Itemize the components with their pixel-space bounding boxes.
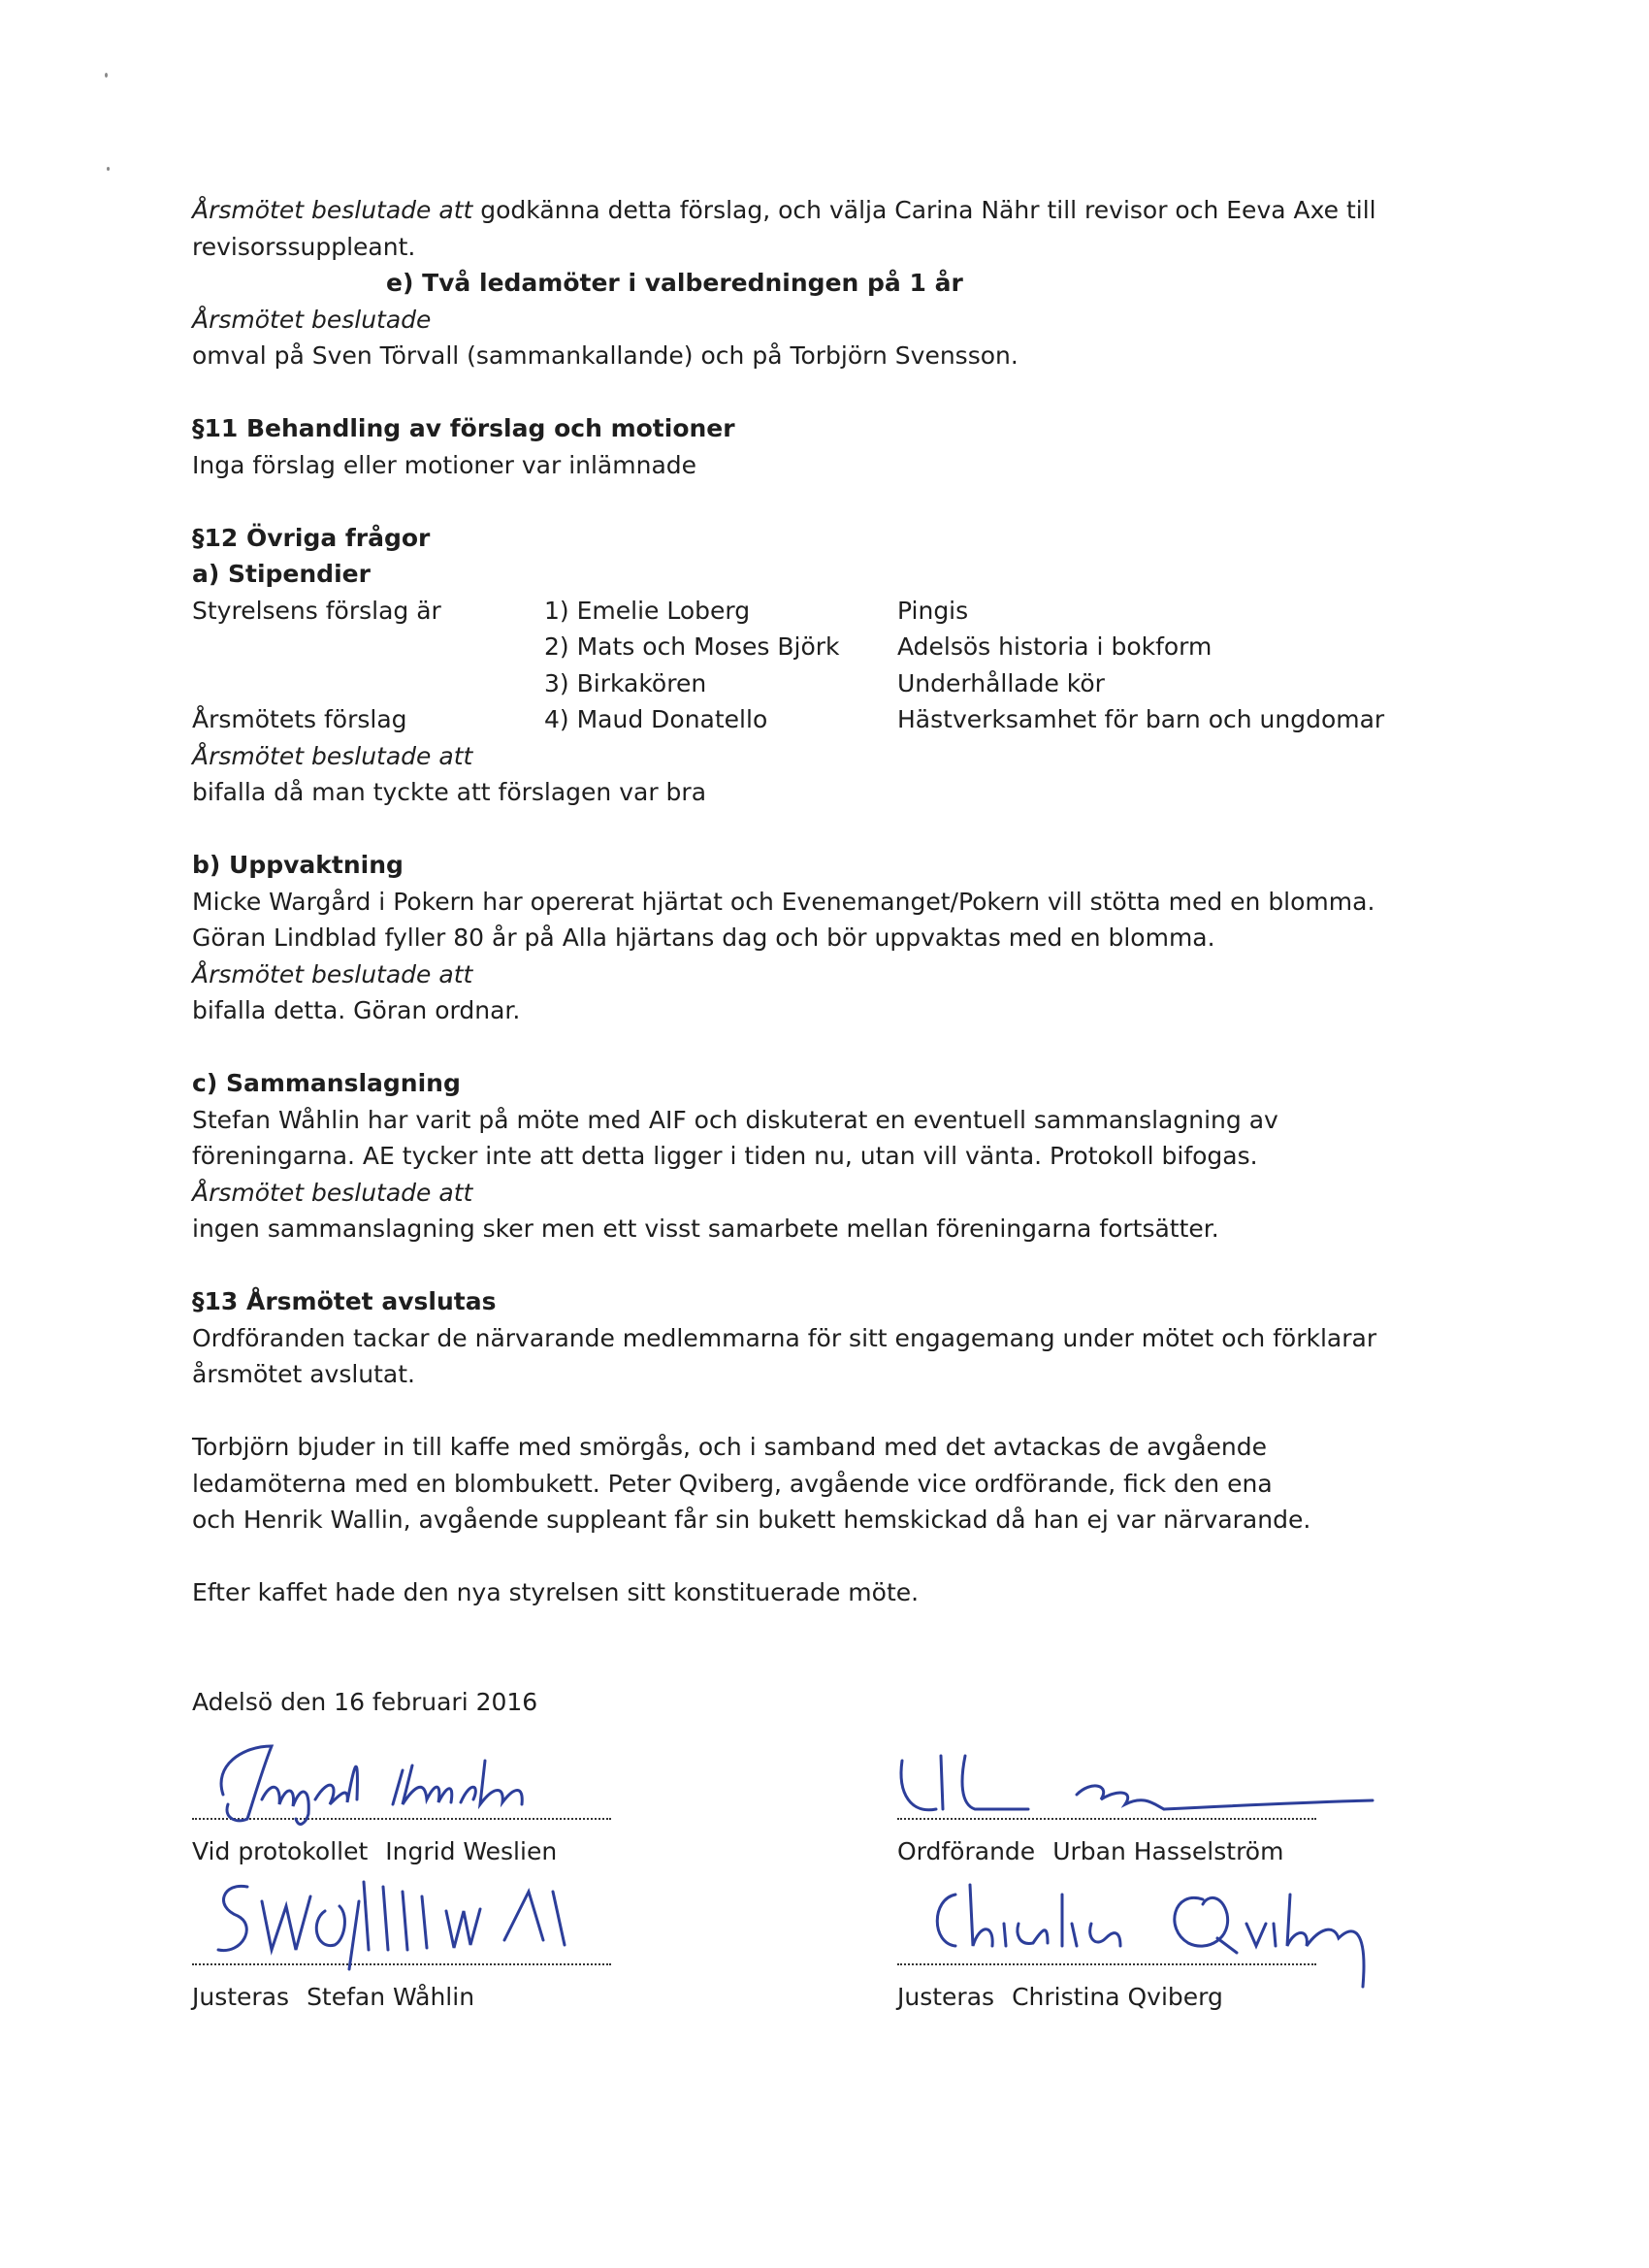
merger-line: Stefan Wåhlin har varit på möte med AIF och diskuterat en eventuell sammanslagning av [192,1105,1278,1134]
signature-name: Stefan Wåhlin [307,1983,475,2011]
protocol-page [192,192,1453,1720]
stipend-row [192,701,1453,738]
item-e-text: omval på Sven Törvall (sammankallande) och på Torbjörn Svensson. [192,341,1018,370]
place-and-date: Adelsö den 16 februari 2016 [192,1687,538,1716]
stipend-recipient: 3) Birkakören [544,668,707,697]
handwritten-signature-christina [926,1870,1411,2006]
tribute-line: Micke Wargård i Pokern har opererat hjärtat och Evenemanget/Pokern vill stötta med en blomma. [192,887,1375,916]
scan-speck [105,73,108,78]
stipend-recipient: 1) Emelie Loberg [544,596,751,625]
merger-text: ingen sammanslagning sker men ett visst samarbete mellan föreningarna fortsätter. [192,1215,1219,1243]
item-e-resolved: Årsmötet beslutade [192,305,432,334]
section-13-line: Ordföranden tackar de närvarande medlemmarna för sitt engagemang under mötet och förklarar [192,1323,1377,1352]
section-12-heading: §12 Övriga frågor [192,523,431,552]
signature-name: Ingrid Weslien [385,1837,558,1865]
section-11-heading: §11 Behandling av förslag och motioner [192,414,735,442]
closing-line: och Henrik Wallin, avgående suppleant får sin bukett hemskickad då han ej var närvarande. [192,1506,1311,1534]
signature-name: Christina Qviberg [1012,1983,1223,2011]
signature-role: Vid protokollet [192,1837,369,1865]
section-11-text: Inga förslag eller motioner var inlämnade [192,450,697,479]
stipend-reason: Hästverksamhet för barn och ungdomar [897,705,1385,733]
tribute-text: bifalla detta. Göran ordnar. [192,996,521,1024]
stipends-text: bifalla då man tyckte att förslagen var bra [192,778,707,806]
merger-line: föreningarna. AE tycker inte att detta ligger i tiden nu, utan vill vänta. Protokoll bifogas. [192,1142,1258,1170]
resolution-line: Årsmötet beslutade att godkänna detta förslag, och välja Carina Nähr till revisor och Eeva Axe till [192,196,1376,224]
signature-role: Justeras [192,1983,290,2011]
merger-resolved: Årsmötet beslutade att [192,1178,473,1207]
stipend-row [192,629,1453,665]
stipend-reason: Pingis [897,596,969,625]
board-proposal-label: Styrelsens förslag är [192,596,441,625]
stipend-reason: Underhållade kör [897,668,1105,697]
stipends-heading: a) Stipendier [192,560,371,588]
scan-speck [107,167,110,171]
section-13-line: årsmötet avslutat. [192,1360,416,1388]
stipends-resolved: Årsmötet beslutade att [192,741,473,770]
handwritten-signature-ingrid [194,1727,601,1833]
closing-note: Efter kaffet hade den nya styrelsen sitt konstituerade möte. [192,1578,920,1606]
signature-role: Justeras [897,1983,995,2011]
stipend-row [192,593,1453,630]
stipend-recipient: 2) Mats och Moses Björk [544,632,840,661]
stipends-table [192,593,1453,738]
section-13-heading: §13 Årsmötet avslutas [192,1287,497,1315]
closing-line: ledamöterna med en blombukett. Peter Qviberg, avgående vice ordförande, fick den ena [192,1469,1273,1498]
stipend-reason: Adelsös historia i bokform [897,632,1212,661]
tribute-line: Göran Lindblad fyller 80 år på Alla hjärtans dag och bör uppvaktas med en blomma. [192,923,1215,952]
stipend-row [192,665,1453,702]
merger-heading: c) Sammanslagning [192,1069,461,1097]
closing-line: Torbjörn bjuder in till kaffe med smörgås, och i samband med det avtackas de avgående [192,1433,1267,1461]
signature-role: Ordförande [897,1837,1036,1865]
meeting-proposal-label: Årsmötets förslag [192,705,407,733]
tribute-resolved: Årsmötet beslutade att [192,959,473,988]
item-e-heading: e) Två ledamöter i valberedningen på 1 år [386,269,963,297]
handwritten-signature-stefan [204,1863,592,1979]
signature-name: Urban Hasselström [1052,1837,1284,1865]
tribute-heading: b) Uppvaktning [192,851,404,879]
handwritten-signature-urban [892,1736,1377,1833]
stipend-recipient: 4) Maud Donatello [544,705,768,733]
resolution-line-cont: revisorssuppleant. [192,232,416,261]
